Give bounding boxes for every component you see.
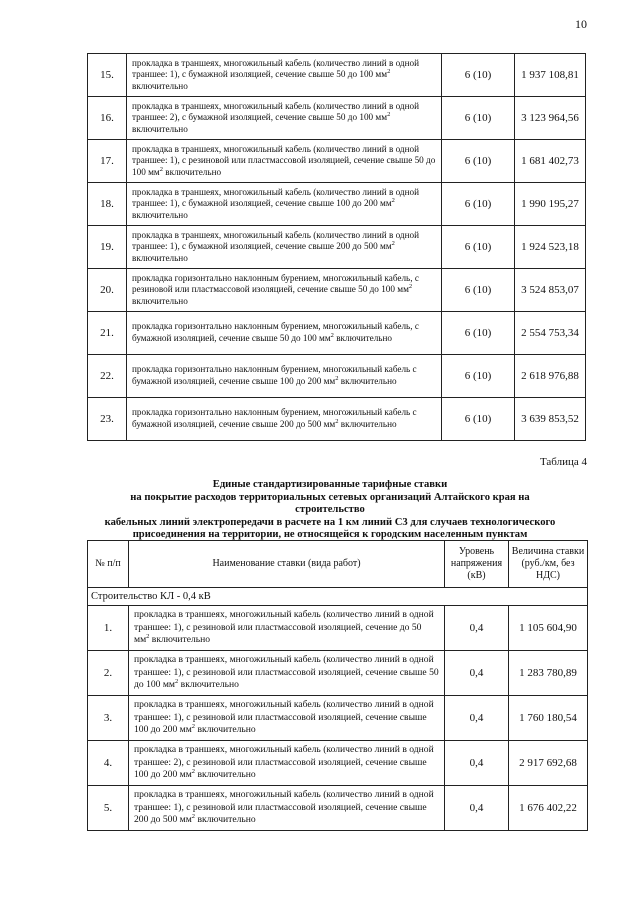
row-number: 16. (88, 97, 127, 140)
row-voltage: 0,4 (445, 651, 509, 696)
row-description: прокладка горизонтально наклонным бурением, многожильный кабель, с бумажной изоляцией, сечение свыше 50 до 100 $мм^2$ включительно (127, 312, 442, 355)
section-title: Строительство КЛ - 0,4 кВ (88, 588, 588, 606)
row-voltage: 6 (10) (442, 183, 515, 226)
row-description: прокладка горизонтально наклонным бурением, многожильный кабель с бумажной изоляцией, сечение свыше 200 до 500 $мм^2$ включительно (127, 398, 442, 441)
header-name: Наименование ставки (вида работ) (129, 541, 445, 588)
row-voltage: 6 (10) (442, 226, 515, 269)
header-rate: Величина ставки (руб./км, без НДС) (509, 541, 588, 588)
row-description: прокладка в траншеях, многожильный кабель (количество линий в одной траншее: 1), с резиновой или пластмассовой изоляцией, сечение свыше 50 до 100 $мм^2$ включительно (129, 651, 445, 696)
header-voltage: Уровень напряжения (кВ) (445, 541, 509, 588)
section-row (88, 588, 588, 606)
row-number: 1. (88, 606, 129, 651)
row-voltage: 0,4 (445, 606, 509, 651)
table-row (88, 183, 586, 226)
header-num: № п/п (88, 541, 129, 588)
rates-table-continued (87, 53, 586, 441)
table-row (88, 355, 586, 398)
row-voltage: 6 (10) (442, 312, 515, 355)
row-voltage: 0,4 (445, 741, 509, 786)
row-voltage: 0,4 (445, 786, 509, 831)
row-description: прокладка в траншеях, многожильный кабель (количество линий в одной траншее: 1), с резиновой или пластмассовой изоляцией, сечение свыше 50 до 100 $мм^2$ включительно (127, 140, 442, 183)
page-number: 10 (575, 17, 587, 31)
row-description: прокладка в траншеях, многожильный кабель (количество линий в одной траншее: 1), с резиновой или пластмассовой изоляцией, сечение свыше 100 до 200 $мм^2$ включительно (129, 696, 445, 741)
row-rate: 3 524 853,07 (515, 269, 586, 312)
row-rate: 2 554 753,34 (515, 312, 586, 355)
row-number: 5. (88, 786, 129, 831)
table-4-label: Таблица 4 (539, 456, 587, 468)
row-rate: 1 283 780,89 (509, 651, 588, 696)
row-number: 17. (88, 140, 127, 183)
row-voltage: 6 (10) (442, 97, 515, 140)
table-row (88, 226, 586, 269)
row-voltage: 6 (10) (442, 54, 515, 97)
table-row (88, 398, 586, 441)
row-rate: 1 990 195,27 (515, 183, 586, 226)
row-voltage: 6 (10) (442, 398, 515, 441)
row-number: 21. (88, 312, 127, 355)
heading-line: кабельных линий электропередачи в расчете на 1 км линий С3 для случаев технологического (104, 516, 556, 528)
row-description: прокладка в траншеях, многожильный кабель (количество линий в одной траншее: 1), с резиновой или пластмассовой изоляцией, сечение до 50 $мм^2$ включительно (129, 606, 445, 651)
row-number: 23. (88, 398, 127, 441)
table-row (88, 786, 588, 831)
row-number: 15. (88, 54, 127, 97)
table-header-row (88, 541, 588, 588)
row-description: прокладка в траншеях, многожильный кабель (количество линий в одной траншее: 2), с бумажной изоляцией, сечение свыше 50 до 100 $мм^2$ включительно (127, 97, 442, 140)
heading-line: присоединения на территории, не относящейся к городским населенным пунктам (132, 529, 528, 540)
table-row (88, 651, 588, 696)
heading-line: Единые стандартизированные тарифные ставки (212, 479, 448, 490)
row-number: 3. (88, 696, 129, 741)
row-number: 4. (88, 741, 129, 786)
row-voltage: 0,4 (445, 696, 509, 741)
row-voltage: 6 (10) (442, 140, 515, 183)
table-4-heading (95, 479, 565, 542)
row-voltage: 6 (10) (442, 355, 515, 398)
row-description: прокладка в траншеях, многожильный кабель (количество линий в одной траншее: 1), с бумажной изоляцией, сечение свыше 100 до 200 $мм^2$ включительно (127, 183, 442, 226)
table-row (88, 696, 588, 741)
row-description: прокладка горизонтально наклонным бурением, многожильный кабель с бумажной изоляцией, сечение свыше 100 до 200 $мм^2$ включительно (127, 355, 442, 398)
row-number: 19. (88, 226, 127, 269)
row-rate: 3 639 853,52 (515, 398, 586, 441)
row-voltage: 6 (10) (442, 269, 515, 312)
row-description: прокладка в траншеях, многожильный кабель (количество линий в одной траншее: 1), с бумажной изоляцией, сечение свыше 50 до 100 $мм^2$ включительно (127, 54, 442, 97)
table-row (88, 312, 586, 355)
row-rate: 3 123 964,56 (515, 97, 586, 140)
heading-line: на покрытие расходов территориальных сетевых организаций Алтайского края на строительство (130, 491, 530, 515)
row-rate: 1 760 180,54 (509, 696, 588, 741)
table-row (88, 269, 586, 312)
row-rate: 2 917 692,68 (509, 741, 588, 786)
row-description: прокладка в траншеях, многожильный кабель (количество линий в одной траншее: 1), с резиновой или пластмассовой изоляцией, сечение свыше 200 до 500 $мм^2$ включительно (129, 786, 445, 831)
row-rate: 1 924 523,18 (515, 226, 586, 269)
row-number: 22. (88, 355, 127, 398)
table-row (88, 606, 588, 651)
row-number: 18. (88, 183, 127, 226)
row-number: 2. (88, 651, 129, 696)
row-rate: 1 937 108,81 (515, 54, 586, 97)
table-row (88, 140, 586, 183)
table-row (88, 97, 586, 140)
row-rate: 1 676 402,22 (509, 786, 588, 831)
table-row (88, 741, 588, 786)
row-number: 20. (88, 269, 127, 312)
row-rate: 2 618 976,88 (515, 355, 586, 398)
rates-table-4 (87, 540, 588, 831)
row-description: прокладка в траншеях, многожильный кабель (количество линий в одной траншее: 2), с резиновой или пластмассовой изоляцией, сечение свыше 100 до 200 $мм^2$ включительно (129, 741, 445, 786)
row-rate: 1 105 604,90 (509, 606, 588, 651)
row-description: прокладка горизонтально наклонным бурением, многожильный кабель, с резиновой или пластмассовой изоляцией, сечение свыше 50 до 100 $мм^2$ включительно (127, 269, 442, 312)
row-rate: 1 681 402,73 (515, 140, 586, 183)
table-row (88, 54, 586, 97)
row-description: прокладка в траншеях, многожильный кабель (количество линий в одной траншее: 1), с бумажной изоляцией, сечение свыше 200 до 500 $мм^2$ включительно (127, 226, 442, 269)
